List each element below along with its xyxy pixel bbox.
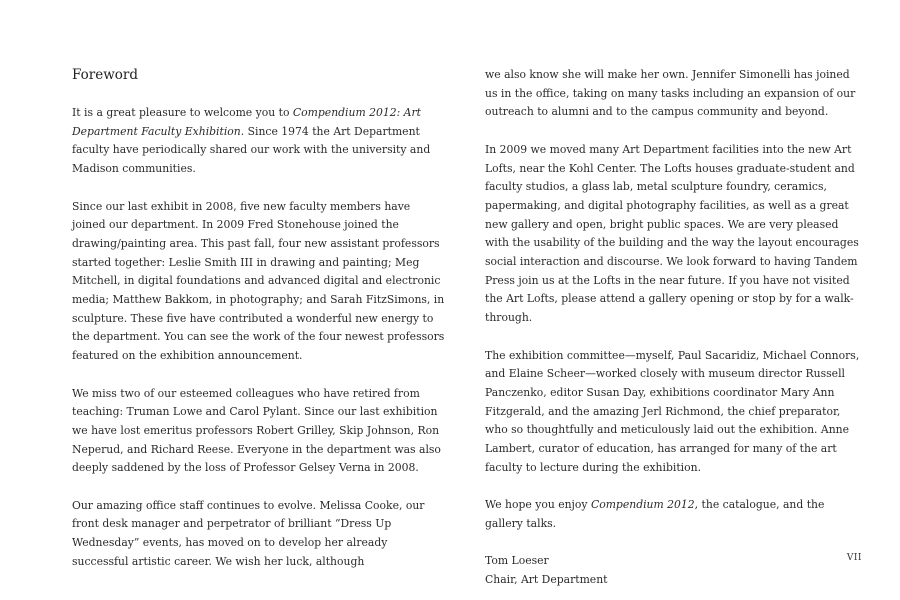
left-column (72, 60, 447, 590)
paragraph: we also know she will make her own. Jennifer Simonelli has joined us in the office, taking on many tasks including an expansion of our outreach to alumni and to the campus community and beyond. (485, 68, 856, 119)
paragraph: We miss two of our esteemed colleagues who have retired from teaching: Truman Lowe and Carol Pylant. Since our last exhibition we have lost emeritus professors Robert Grilley, Skip Johnson, Ron Neperud, and Richard Reese. Everyone in the department was also deeply saddened by the loss of Professor Gelsey Verna in 2008. (72, 386, 441, 475)
page-title: Foreword (72, 67, 138, 83)
paragraph: Since our last exhibit in 2008, five new faculty members have joined our department. In 2009 Fred Stonehouse joined the drawing/painting area. This past fall, four new assistant professors started together: Leslie Smith III in drawing and painting; Meg Mitchell, in digital foundations and advanced digital and electronic media; Matthew Bakkom, in photography; and Sarah FitzSimons, in sculpture. These five have contributed a wonderful new energy to the department. You can see the work of the four newest professors featured on the exhibition announcement. (72, 199, 445, 363)
italic-title: Compendium 2012: Art Department Faculty Exhibition (72, 106, 421, 138)
paragraph-text: We hope you enjoy (485, 498, 591, 512)
paragraph-text: , the catalogue, and the gallery talks. (485, 498, 825, 530)
paragraph: The exhibition committee—myself, Paul Sacaridiz, Michael Connors, and Elaine Scheer—worked closely with museum director Russell Panczenko, editor Susan Day, exhibitions coordinator Mary Ann Fitzgerald, and the amazing Jerl Richmond, the chief preparator, who so thoughtfully and meticulously laid out the exhibition. Anne Lambert, curator of education, has arranged for many of the art faculty to lecture during the exhibition. (485, 348, 860, 474)
paragraph: Our amazing office staff continues to evolve. Melissa Cooke, our front desk manager and perpetrator of brilliant “Dress Up Wednesday” events, has moved on to develop her already successful artistic career. We wish her luck, although (72, 498, 425, 568)
paragraph (485, 496, 860, 533)
paragraph (72, 104, 447, 179)
paragraph-text: . Since 1974 the Art Department faculty have periodically shared our work with the university and Madison communities. (72, 124, 431, 176)
signature-name: Tom Loeser (485, 554, 549, 568)
signature-title: Chair, Art Department (485, 572, 608, 586)
page-number: VII (846, 553, 862, 563)
paragraph: In 2009 we moved many Art Department facilities into the new Art Lofts, near the Kohl Center. The Lofts houses graduate-student and faculty studios, a glass lab, metal sculpture foundry, ceramics, papermaking, and digital photography facilities, as well as a great new gallery and open, bright public spaces. We are very pleased with the usability of the building and the way the layout encourages social interaction and discourse. We look forward to having Tandem Press join us at the Lofts in the near future. If you have not visited the Art Lofts, please attend a gallery opening or stop by for a walk-through. (485, 142, 859, 325)
right-column (485, 66, 860, 590)
paragraph-text: It is a great pleasure to welcome you to (72, 106, 293, 119)
italic-title: Compendium 2012 (590, 498, 695, 512)
